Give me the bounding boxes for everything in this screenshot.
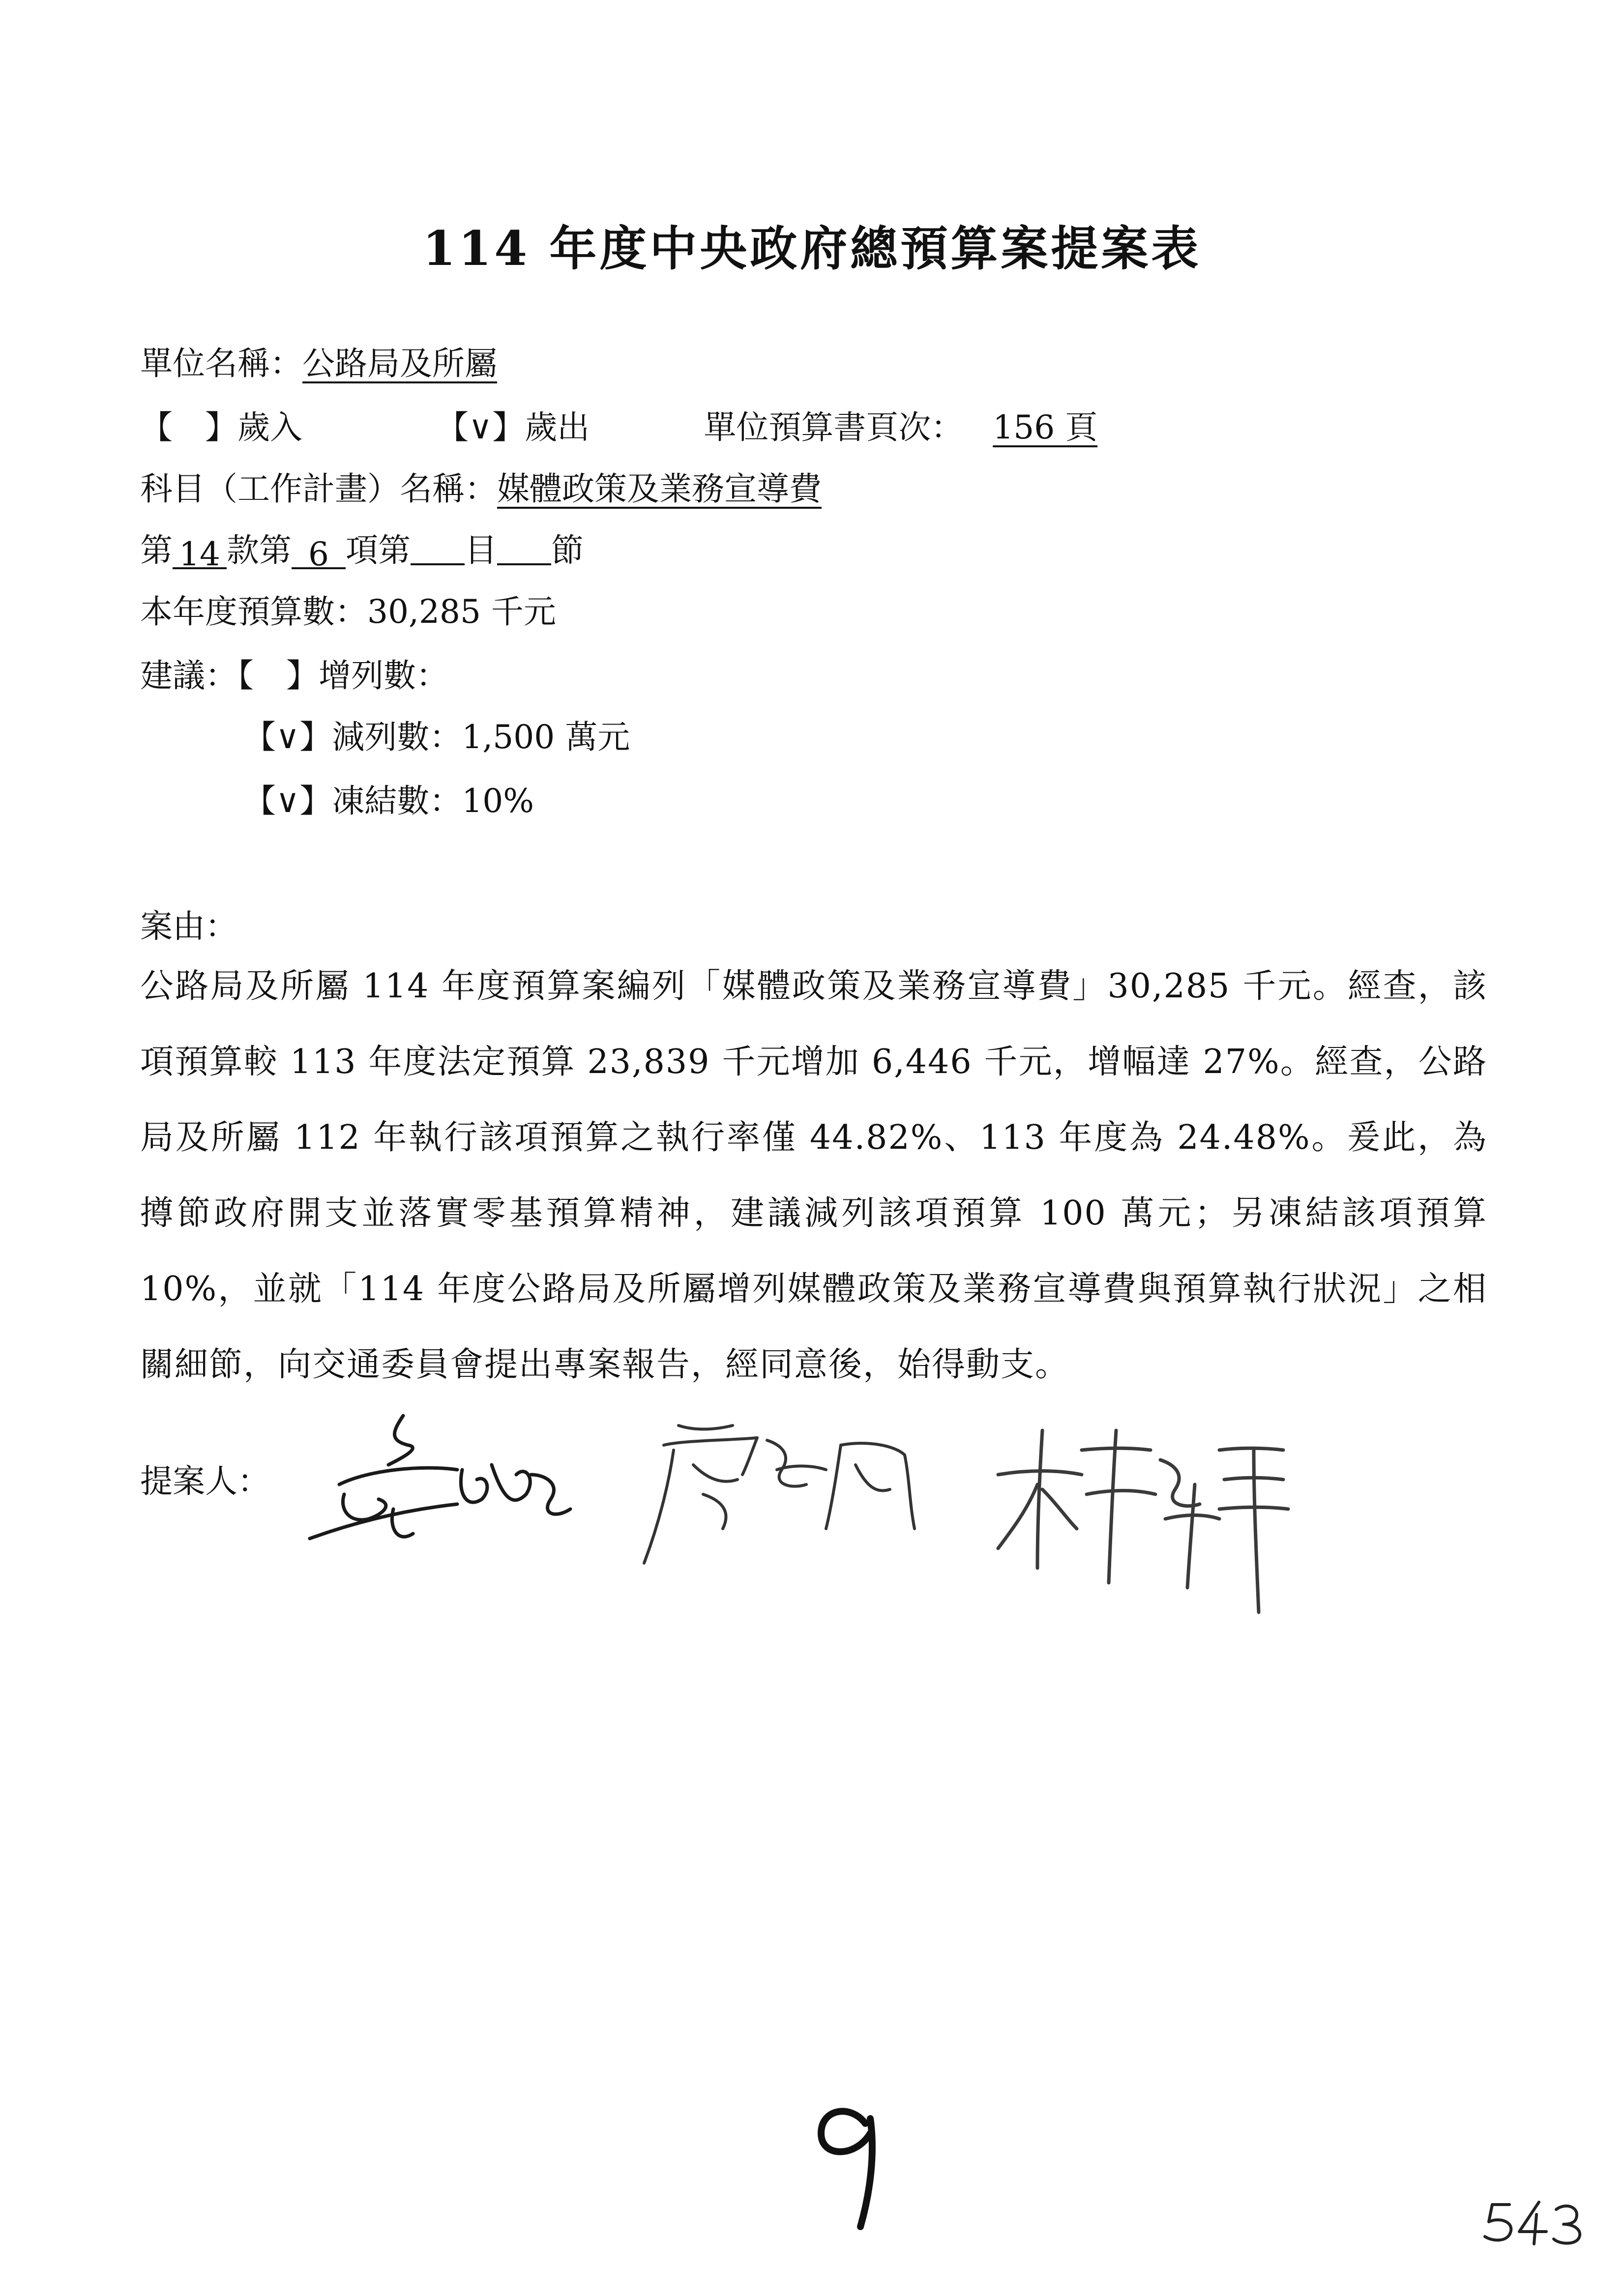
subject-label: 科目（工作計畫）名稱：: [140, 470, 497, 508]
kuan-label: 款第: [227, 531, 292, 569]
revenue-checkbox: 【 】歲入: [140, 408, 302, 446]
suggest-label: 建議：: [140, 657, 237, 695]
type-line: [140, 408, 1127, 447]
expenditure-checkbox: 【∨】歲出: [436, 408, 590, 446]
kuan-value: 14: [173, 535, 227, 569]
unit-line: [140, 344, 497, 383]
unit-label: 單位名稱：: [140, 345, 302, 382]
subject-name: 媒體政策及業務宣導費: [497, 470, 822, 508]
budget-page-value: 156 頁: [993, 408, 1098, 446]
signature-1: [295, 1411, 610, 1573]
mu-label: 目: [465, 531, 497, 569]
jie-label: 節: [551, 531, 584, 569]
reason-label: 案由：: [140, 907, 237, 945]
proposer-label: 提案人：: [140, 1462, 270, 1500]
mu-blank: [411, 531, 465, 565]
decrease-option: 【∨】減列數：1,500 萬元: [243, 718, 630, 756]
handwritten-page-number: [806, 2094, 890, 2232]
section-prefix: 第: [140, 531, 173, 569]
signature-2: [634, 1411, 939, 1578]
freeze-option: 【∨】凍結數：10%: [243, 782, 534, 820]
unit-name: 公路局及所屬: [302, 345, 497, 382]
jie-blank: [497, 531, 551, 565]
current-budget: 本年度預算數：30,285 千元: [140, 593, 556, 631]
xiang-value: 6: [292, 535, 346, 569]
xiang-label: 項第: [346, 531, 411, 569]
budget-page-label: 單位預算書頁次：: [704, 408, 964, 446]
increase-option: 【 】增列數：: [237, 657, 448, 695]
page-title: 114 年度中央政府總預算案提案表: [422, 221, 1202, 276]
section-line: [140, 531, 584, 573]
suggest-line: [140, 656, 448, 696]
reason-text: 公路局及所屬 114 年度預算案編列「媒體政策及業務宣導費」30,285 千元。經查，該項預算較 113 年度法定預算 23,839 千元增加 6,446 千元，增幅達 27%。經查，公路局及所屬 112 年執行該項預算之執行率僅 44.82%、113 年度為 24.48%。爰此，為撙節政府開支並落實零基預算精神，建議減列該項預算 100 萬元；另凍結該項預算 10%，並就「114 年度公路局及所屬增列媒體政策及業務宣導費與預算執行狀況」之相關細節，向交通委員會提出專案報告，經同意後，始得動支。: [140, 967, 1488, 1384]
subject-line: [140, 469, 822, 509]
signature-3: [988, 1421, 1303, 1617]
stamped-page-number: [1480, 2197, 1588, 2246]
